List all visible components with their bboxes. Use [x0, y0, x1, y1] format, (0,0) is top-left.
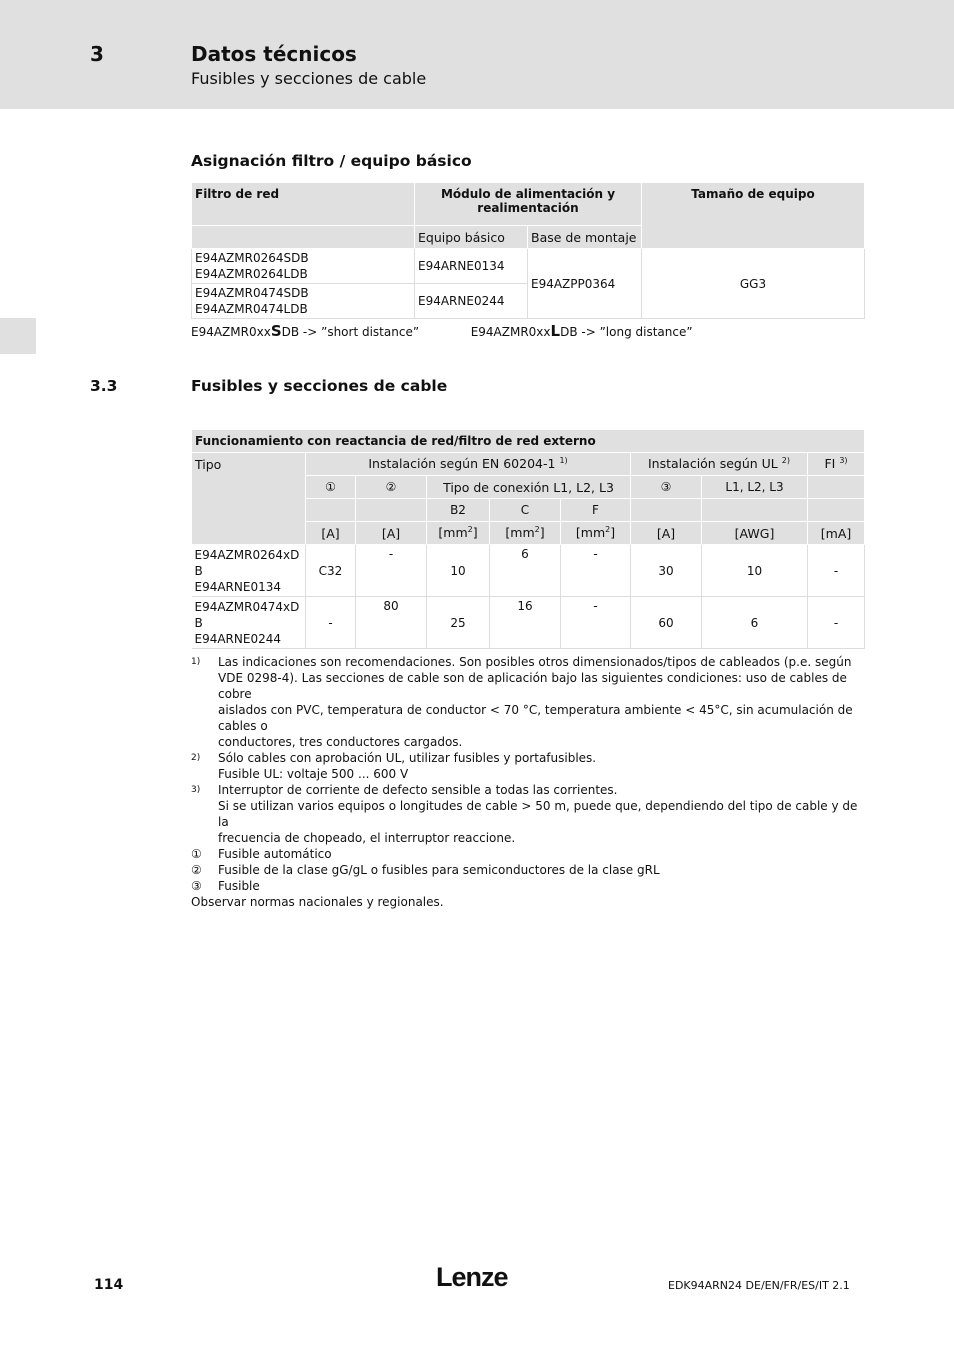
footnote: $^{2)}$ Sólo cables con aprobación UL, utilizar fusibles y portafusibles. Fusible UL: voltaje 500 ... 600 V	[191, 751, 597, 781]
col-size-header: Tamaño de equipo	[642, 183, 865, 249]
assignment-table	[191, 182, 865, 319]
document-id: EDK94ARN24 DE/EN/FR/ES/IT 2.1	[668, 1279, 850, 1292]
footnote: $^{3)}$ Interruptor de corriente de defecto sensible a todas las corrientes. Si se utilizan varios equipos o longitudes de cable > 50 m, puede que, dependiendo del tipo de cable y de la frecuencia de chopeado, el interruptor reaccione.	[191, 783, 858, 845]
fi-header: FI $^{3)}$	[808, 453, 865, 476]
chapter-number: 3	[90, 42, 104, 66]
ul-header: Instalación según UL $^{2)}$	[631, 453, 808, 476]
footnote: ② Fusible de la clase gG/gL o fusibles para semiconductores de la clase gRL	[191, 863, 660, 877]
footnote: ③ Fusible	[191, 879, 260, 893]
final-note: Observar normas nacionales y regionales.	[191, 895, 444, 909]
footnote: ① Fusible automático	[191, 847, 332, 861]
col-filter-header: Filtro de red	[192, 183, 415, 226]
side-tab-marker	[0, 318, 36, 354]
section-number: 3.3	[90, 377, 118, 395]
tipo-header: Tipo	[192, 453, 306, 545]
equipo-cell: E94ARNE0134	[415, 249, 528, 284]
table-row: E94AZMR0474SDB E94AZMR0474LDB	[192, 284, 415, 319]
table-title: Funcionamiento con reactancia de red/filtro de red externo	[192, 430, 865, 453]
en-header: Instalación según EN 60204-1 $^{1)}$	[306, 453, 631, 476]
section-title-fuses: Fusibles y secciones de cable	[191, 377, 448, 395]
sub-equipo-header: Equipo básico	[415, 226, 528, 249]
col-module-header: Módulo de alimentación y realimentación	[415, 183, 642, 226]
table-row: E94AZMR0264SDB E94AZMR0264LDB	[192, 249, 415, 284]
equipo-cell: E94ARNE0244	[415, 284, 528, 319]
section-title-assignment: Asignación filtro / equipo básico	[191, 152, 472, 170]
base-cell: E94AZPP0364	[528, 249, 642, 319]
sub-base-header: Base de montaje	[528, 226, 642, 249]
fuses-table: Funcionamiento con reactancia de red/filtro de red externo Tipo Instalación según EN 60204-1 $^{1)}$ Instalación según UL $^{2)}$ FI $^{3)}$ ① ② Tipo de conexión L1, L2, L3 ③ L1, L2, L3 B2 C F [A] [A] $[mm^2]$ $[mm^2]$ $[mm^2]$ [A] [AWG] [mA] E94AZMR0264xD B E94ARNE0134 C32 - 10 6 - 30 10 - E94AZMR0474xD B E94ARNE0244 - 80 25 16 - 60 6 -	[191, 429, 865, 649]
chapter-subtitle: Fusibles y secciones de cable	[191, 69, 427, 88]
chapter-title: Datos técnicos	[191, 42, 357, 66]
table-row: E94AZMR0474xD B E94ARNE0244 - 80 25 16 - 60 6 -	[192, 597, 865, 649]
footnotes	[191, 654, 861, 910]
size-cell: GG3	[642, 249, 865, 319]
chapter-header	[0, 0, 954, 109]
distance-notes: E94AZMR0xxSDB -> ”short distance” E94AZMR0xxLDB -> ”long distance”	[191, 322, 693, 340]
lenze-logo: Lenze	[436, 1262, 508, 1292]
footnote: $^{1)}$ Las indicaciones son recomendaciones. Son posibles otros dimensionados/tipos de cableados (p.e. según VDE 0298-4). Las secciones de cable son de aplicación bajo las siguientes condiciones: uso de cables de cobre aislados con PVC, temperatura de conductor < 70 °C, temperatura ambiente < 45°C, sin acumulación de cables o conductores, tres conductores cargados.	[191, 655, 853, 749]
page-number: 114	[94, 1277, 124, 1293]
table-row: E94AZMR0264xD B E94ARNE0134 C32 - 10 6 - 30 10 -	[192, 545, 865, 597]
